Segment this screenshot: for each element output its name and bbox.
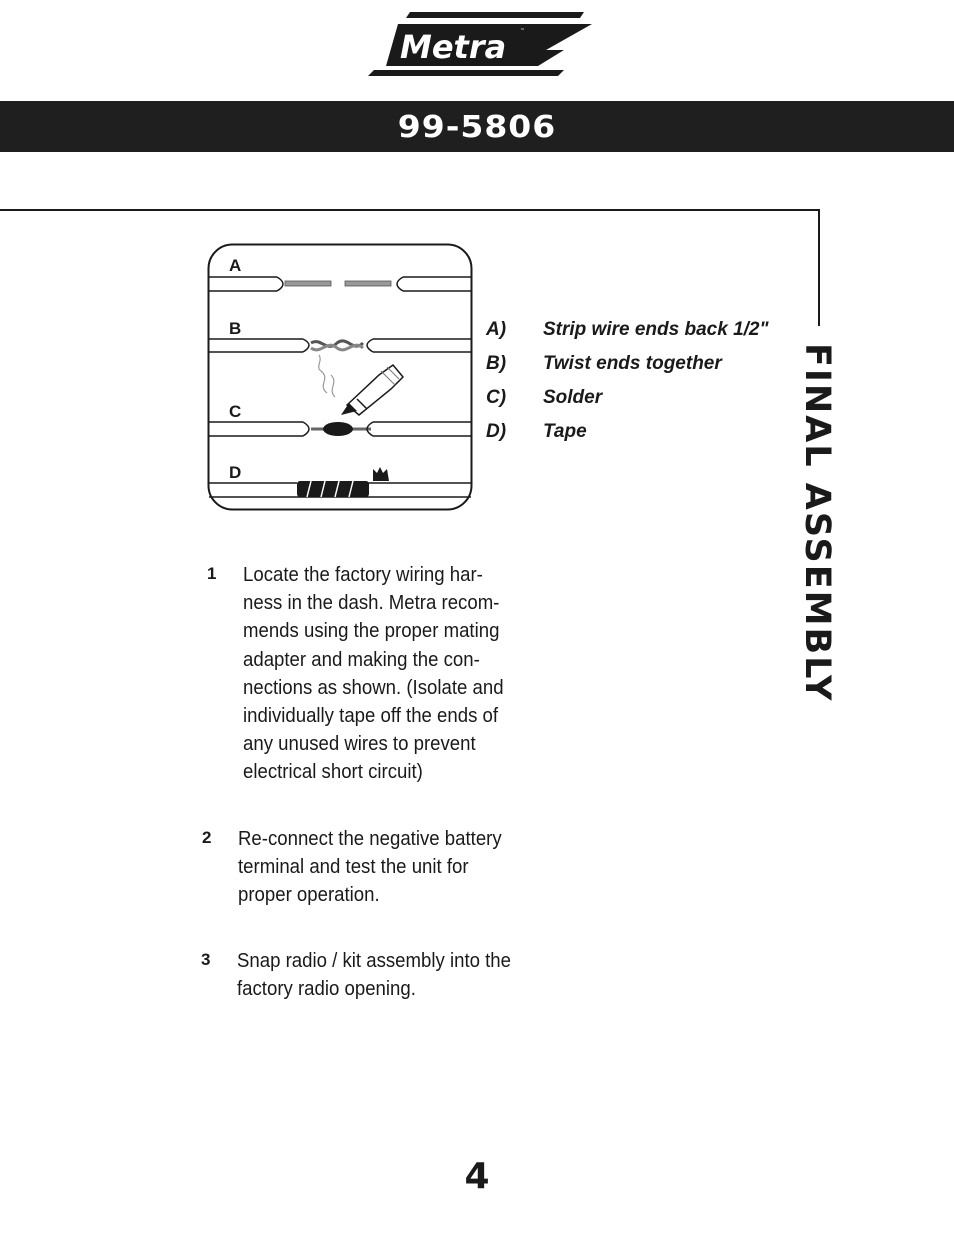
frame-right-rule	[818, 209, 820, 326]
svg-text:™: ™	[520, 28, 525, 34]
panel-label-d: D	[229, 463, 242, 482]
step-text: Locate the factory wiring har- ness in the dash. Metra recom- mends using the proper mating adapter and making the con- nections as shown. (Isolate and individually tape off the ends of any unused wires to prevent electrical short circuit)	[243, 564, 504, 784]
legend-item-d	[486, 415, 769, 449]
metra-logo	[360, 10, 596, 78]
legend-item-b	[486, 347, 769, 381]
step-number: 3	[201, 950, 211, 969]
diagram-legend	[486, 313, 769, 449]
legend-key: A)	[486, 319, 507, 340]
step-text: Re-connect the negative battery terminal and test the unit for proper operation.	[238, 828, 502, 907]
frame-top-rule	[0, 209, 820, 211]
section-title: FINAL ASSEMBLY	[797, 343, 837, 703]
legend-item-a	[486, 313, 769, 347]
panel-label-b: B	[229, 319, 242, 338]
legend-key: C)	[486, 387, 507, 408]
step-2	[202, 825, 522, 910]
legend-key: B)	[486, 353, 507, 374]
model-number: 99-5806	[397, 108, 557, 145]
step-number: 2	[202, 828, 212, 847]
svg-text:Metra: Metra	[400, 28, 507, 66]
step-text: Snap radio / kit assembly into the factory radio opening.	[237, 950, 511, 1001]
panel-label-c: C	[229, 402, 242, 421]
legend-item-c	[486, 381, 769, 415]
step-3	[201, 947, 532, 1003]
wiring-diagram	[207, 243, 473, 511]
legend-text: Tape	[543, 421, 587, 442]
legend-key: D)	[486, 421, 507, 442]
legend-text: Solder	[543, 387, 603, 408]
panel-label-a: A	[229, 256, 242, 275]
legend-text: Strip wire ends back 1/2"	[543, 319, 769, 340]
page-number: 4	[464, 1156, 490, 1197]
step-number: 1	[207, 564, 217, 583]
legend-text: Twist ends together	[543, 353, 722, 374]
step-1	[207, 561, 523, 787]
header-bar	[0, 101, 954, 152]
